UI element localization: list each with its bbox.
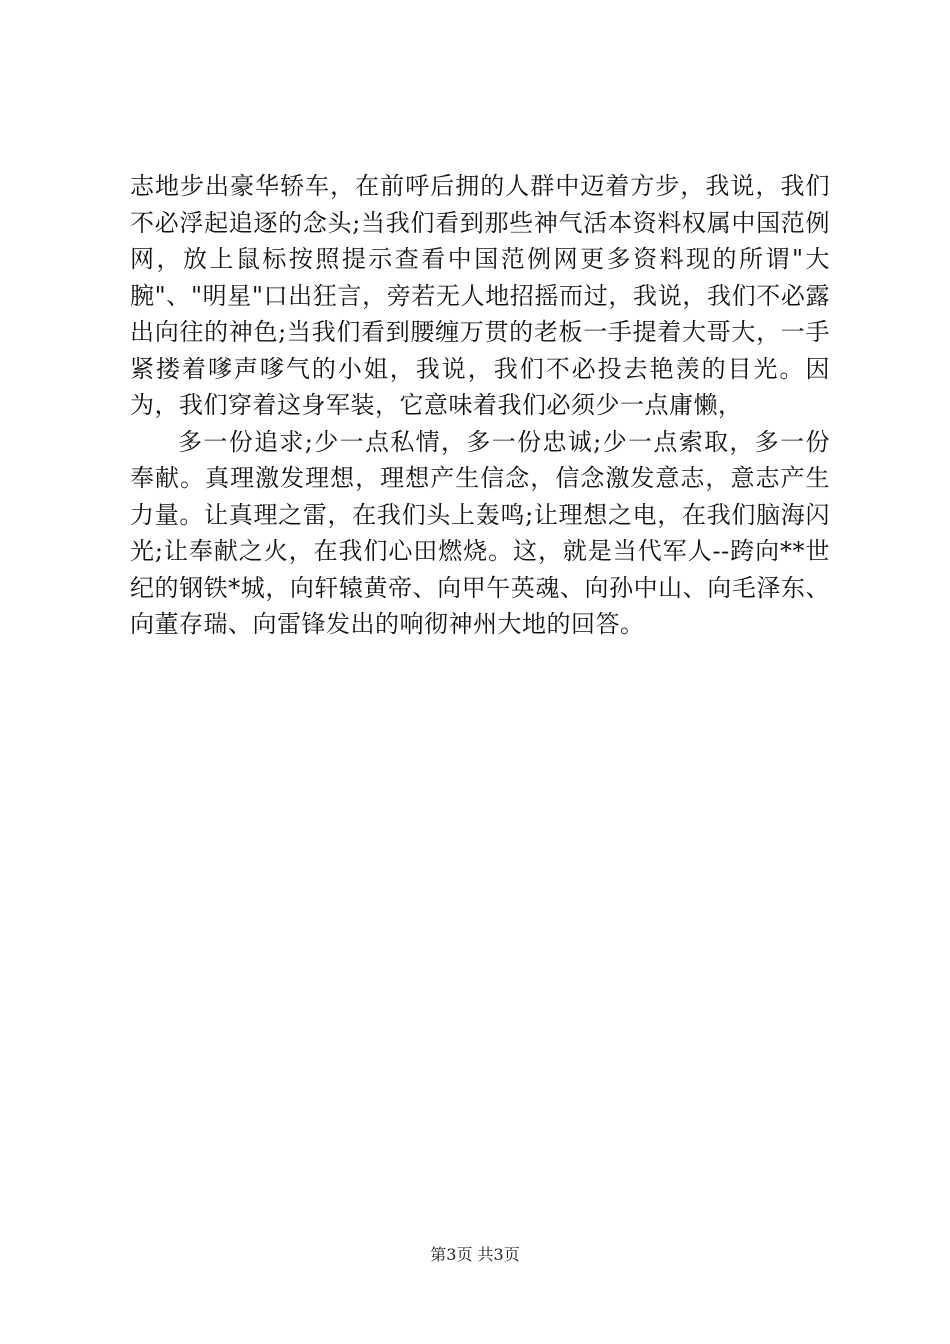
paragraph-indented: 多一份追求;少一点私情，多一份忠诚;少一点索取，多一份奉献。真理激发理想，理想产生信念，信念激发意志，意志产生力量。让真理之雷，在我们头上轰鸣;让理想之电，在我们脑海闪光;让奉献之火，在我们心田燃烧。这，就是当代军人--跨向**世纪的钢铁*城，向轩辕黄帝、向甲午英魂、向孙中山、向毛泽东、向董存瑞、向雷锋发出的响彻神州大地的回答。 [130, 427, 830, 638]
paragraph-continued: 志地步出豪华轿车，在前呼后拥的人群中迈着方步，我说，我们不必浮起追逐的念头;当我们看到那些神气活本资料权属中国范例网，放上鼠标按照提示查看中国范例网更多资料现的所谓"大腕"、"明星"口出狂言，旁若无人地招摇而过，我说，我们不必露出向往的神色;当我们看到腰缠万贯的老板一手提着大哥大，一手紧搂着嗲声嗲气的小姐，我说，我们不必投去艳羡的目光。因为，我们穿着这身军装，它意味着我们必须少一点庸懒， [130, 172, 830, 419]
page-number-footer: 第3页 共3页 [430, 1245, 520, 1264]
document-body [130, 168, 830, 643]
